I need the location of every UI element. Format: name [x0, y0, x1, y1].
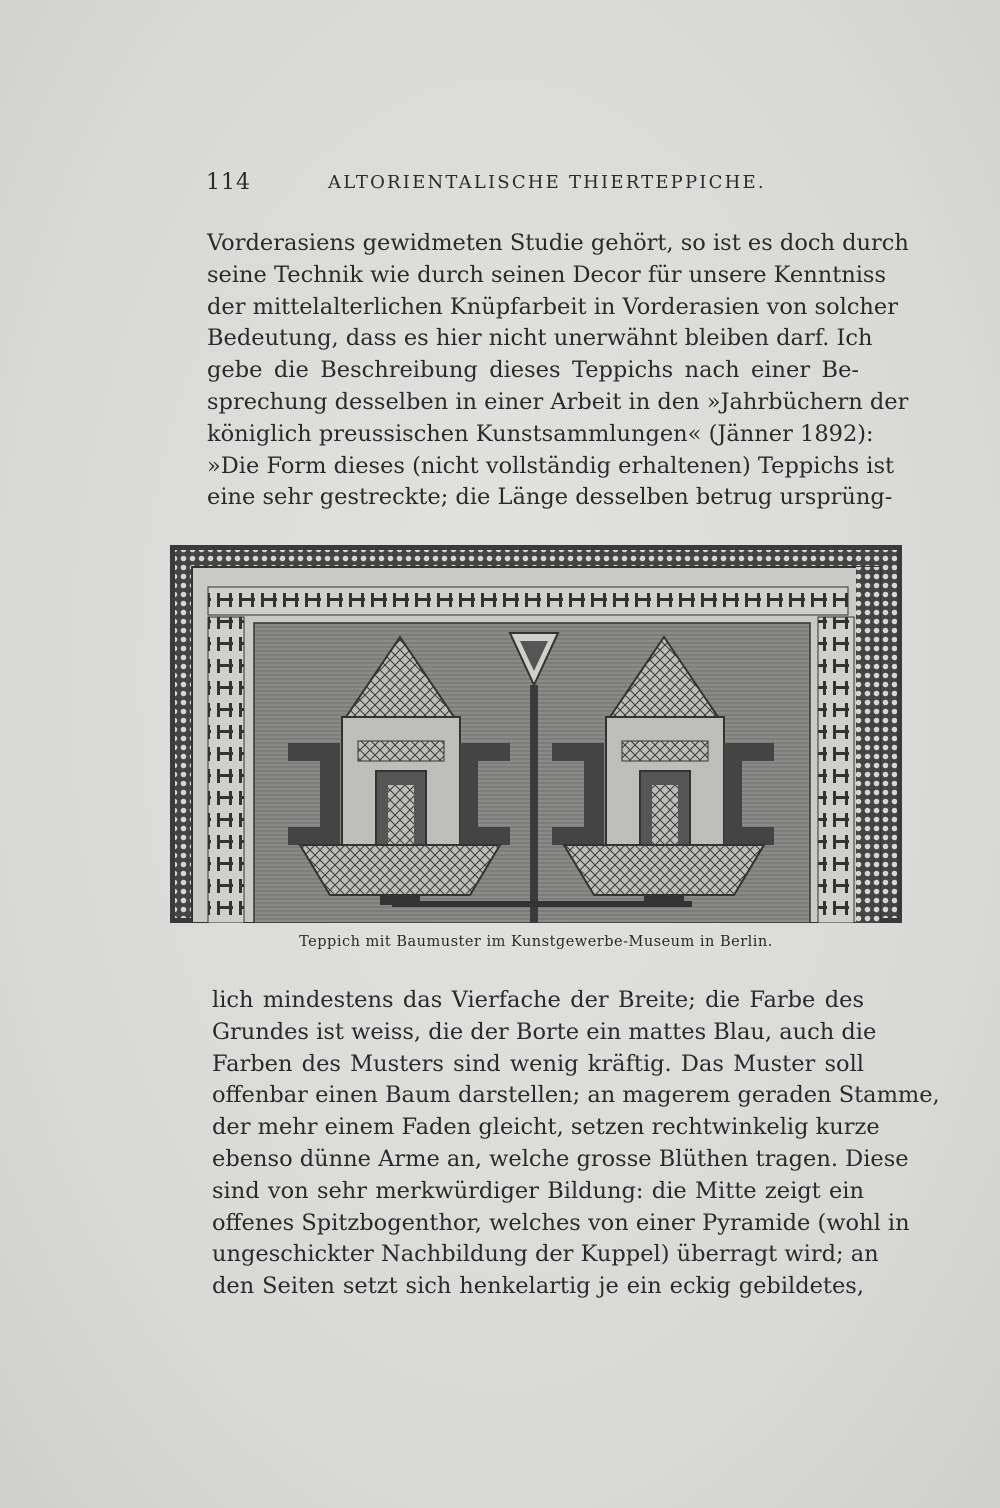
- paragraph-bottom: [212, 985, 940, 1303]
- top-ornament-band: [208, 587, 848, 615]
- text-line: sprechung desselben in einer Arbeit in den »Jahrbüchern der: [207, 388, 909, 415]
- text-line: eine sehr gestreckte; die Länge desselben betrug ursprüng-: [207, 484, 893, 511]
- text-line: Vorderasiens gewidmeten Studie gehört, so ist es doch durch: [207, 230, 909, 256]
- text-line: Farben des Musters sind wenig kräftig. Das Muster soll: [212, 1050, 864, 1077]
- text-line: königlich preussischen Kunstsammlungen« (Jänner 1892):: [207, 420, 874, 447]
- carpet-illustration: [170, 545, 902, 923]
- text-line: Grundes ist weiss, die der Borte ein mattes Blau, auch die: [212, 1018, 877, 1045]
- page-header: [206, 170, 856, 200]
- figure-caption: Teppich mit Baumuster im Kunstgewerbe-Museum in Berlin.: [299, 934, 773, 950]
- paragraph-top: [207, 228, 909, 514]
- page-number: 114: [206, 170, 251, 195]
- tree-stem: [530, 685, 538, 923]
- text-line: der mittelalterlichen Knüpfarbeit in Vorderasien von solcher: [207, 293, 898, 320]
- text-line: »Die Form dieses (nicht vollständig erhaltenen) Teppichs ist: [207, 452, 895, 479]
- text-line: offenbar einen Baum darstellen; an magerem geraden Stamme,: [212, 1082, 940, 1109]
- text-line: sind von sehr merkwürdiger Bildung: die Mitte zeigt ein: [212, 1177, 864, 1204]
- right-ornament-band: [818, 617, 854, 923]
- text-line: lich mindestens das Vierfache der Breite; die Farbe des: [212, 987, 864, 1013]
- text-line: Bedeutung, dass es hier nicht unerwähnt bleiben darf. Ich: [207, 325, 873, 352]
- text-line: den Seiten setzt sich henkelartig je ein eckig gebildetes,: [212, 1273, 864, 1300]
- text-line: offenes Spitzbogenthor, welches von einer Pyramide (wohl in: [212, 1209, 910, 1236]
- left-ornament-band: [208, 617, 244, 923]
- text-line: seine Technik wie durch seinen Decor für unsere Kenntniss: [207, 261, 887, 288]
- text-line: ebenso dünne Arme an, welche grosse Blüthen tragen. Diese: [212, 1145, 909, 1172]
- text-line: ungeschickter Nachbildung der Kuppel) überragt wird; an: [212, 1241, 879, 1268]
- carpet-engraving: [170, 545, 902, 923]
- running-head: ALTORIENTALISCHE THIERTEPPICHE.: [328, 172, 766, 193]
- text-line: der mehr einem Faden gleicht, setzen rechtwinkelig kurze: [212, 1114, 880, 1141]
- text-line: gebe die Beschreibung dieses Teppichs nach einer Be-: [207, 357, 859, 384]
